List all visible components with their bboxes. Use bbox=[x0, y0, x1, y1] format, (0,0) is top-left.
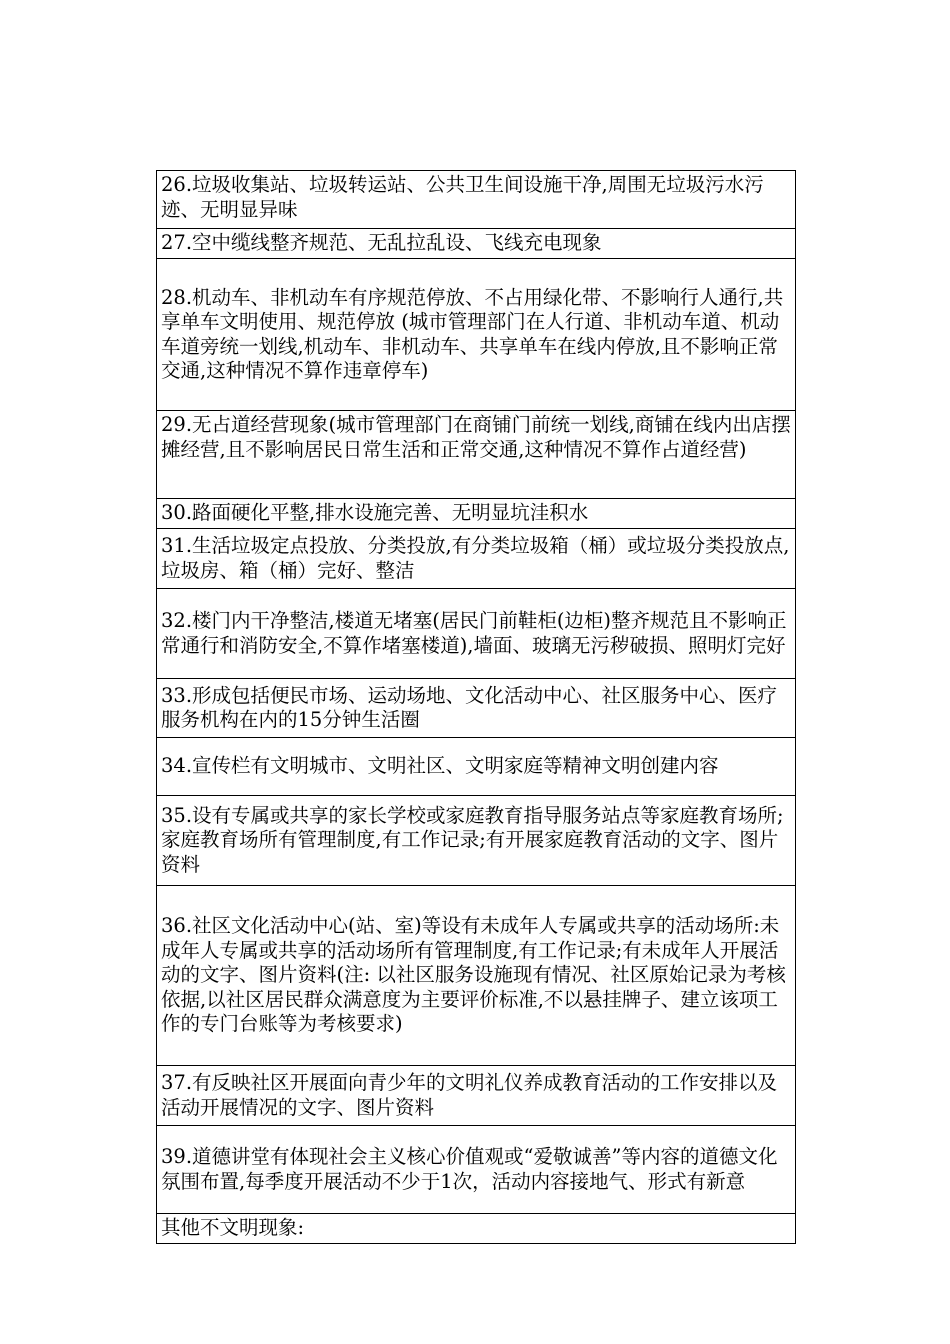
item-34: 34.宣传栏有文明城市、文明社区、文明家庭等精神文明创建内容 bbox=[157, 738, 796, 796]
table-row bbox=[157, 796, 796, 886]
table-row bbox=[157, 229, 796, 259]
item-39: 39.道德讲堂有体现社会主义核心价值观或“爱敬诚善”等内容的道德文化氛围布置,每季度开展活动不少于1次，活动内容接地气、形式有新意 bbox=[157, 1126, 796, 1214]
table-row bbox=[157, 589, 796, 679]
item-27: 27.空中缆线整齐规范、无乱拉乱设、飞线充电现象 bbox=[157, 229, 796, 259]
item-32: 32.楼门内干净整洁,楼道无堵塞(居民门前鞋柜(边柜)整齐规范且不影响正常通行和消防安全,不算作堵塞楼道),墙面、玻璃无污秽破损、照明灯完好 bbox=[157, 589, 796, 679]
table-row bbox=[157, 1214, 796, 1244]
table-row bbox=[157, 1126, 796, 1214]
item-33: 33.形成包括便民市场、运动场地、文化活动中心、社区服务中心、医疗服务机构在内的15分钟生活圈 bbox=[157, 679, 796, 738]
table-row bbox=[157, 259, 796, 411]
item-36: 36.社区文化活动中心(站、室)等设有未成年人专属或共享的活动场所:未成年人专属或共享的活动场所有管理制度,有工作记录;有未成年人开展活动的文字、图片资料(注: 以社区服务设施现有情况、社区原始记录为考核依据,以社区居民群众满意度为主要评价标准,不以悬挂牌子、建立该项工作的专门台账等为考核要求) bbox=[157, 886, 796, 1066]
table-row bbox=[157, 529, 796, 589]
item-other: 其他不文明现象: bbox=[157, 1214, 796, 1244]
item-28: 28.机动车、非机动车有序规范停放、不占用绿化带、不影响行人通行,共享单车文明使用、规范停放 (城市管理部门在人行道、非机动车道、机动车道旁统一划线,机动车、非机动车、共享单车在线内停放,且不影响正常交通,这种情况不算作违章停车) bbox=[157, 259, 796, 411]
item-30: 30.路面硬化平整,排水设施完善、无明显坑洼积水 bbox=[157, 499, 796, 529]
checklist-table bbox=[156, 170, 796, 1244]
table-row bbox=[157, 499, 796, 529]
table-row bbox=[157, 171, 796, 229]
item-31: 31.生活垃圾定点投放、分类投放,有分类垃圾箱（桶）或垃圾分类投放点,垃圾房、箱（桶）完好、整洁 bbox=[157, 529, 796, 589]
table-row bbox=[157, 411, 796, 499]
table-row bbox=[157, 886, 796, 1066]
item-26: 26.垃圾收集站、垃圾转运站、公共卫生间设施干净,周围无垃圾污水污迹、无明显异味 bbox=[157, 171, 796, 229]
table-row bbox=[157, 1066, 796, 1126]
item-35: 35.设有专属或共享的家长学校或家庭教育指导服务站点等家庭教育场所;家庭教育场所有管理制度,有工作记录;有开展家庭教育活动的文字、图片资料 bbox=[157, 796, 796, 886]
item-29: 29.无占道经营现象(城市管理部门在商铺门前统一划线,商铺在线内出店摆摊经营,且不影响居民日常生活和正常交通,这种情况不算作占道经营) bbox=[157, 411, 796, 499]
table-row bbox=[157, 738, 796, 796]
item-37: 37.有反映社区开展面向青少年的文明礼仪养成教育活动的工作安排以及活动开展情况的文字、图片资料 bbox=[157, 1066, 796, 1126]
table-row bbox=[157, 679, 796, 738]
